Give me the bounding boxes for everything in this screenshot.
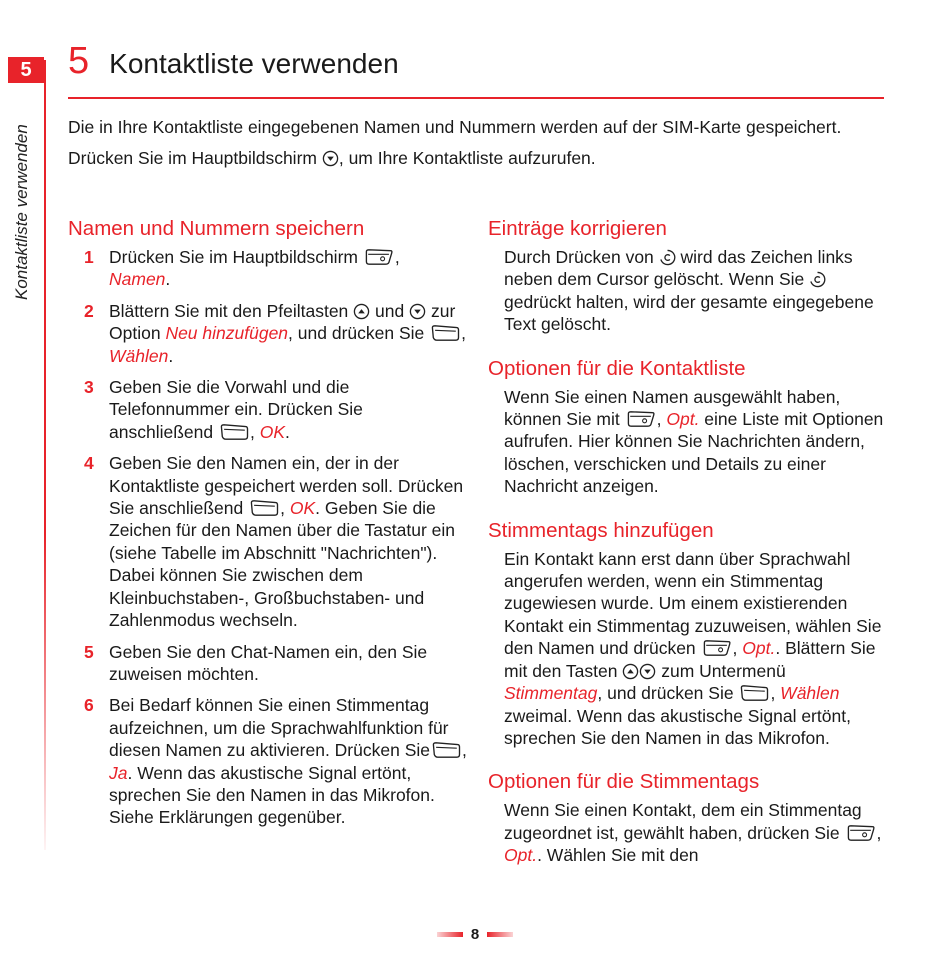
right-softkey-icon	[738, 684, 770, 702]
body-text: zum Untermenü	[656, 660, 786, 681]
chapter-number: 5	[68, 40, 90, 82]
section-contact-options	[488, 356, 888, 498]
step-text: Geben Sie den Chat-Namen ein, den Sie zuweisen möchten.	[109, 641, 428, 684]
clear-c-key-icon	[659, 249, 676, 266]
right-softkey-icon	[430, 741, 462, 759]
step-text: Drücken Sie im Hauptbildschirm	[109, 247, 363, 267]
menu-option: Ja	[109, 762, 128, 783]
right-softkey-icon	[429, 324, 461, 342]
left-column	[68, 216, 468, 849]
body-text: ,	[876, 822, 882, 843]
body-text: . Wählen Sie mit den	[537, 845, 699, 866]
intro-text-b: , um Ihre Kontaktliste aufzurufen.	[338, 148, 596, 168]
body-text: Durch Drücken von	[504, 247, 659, 267]
step-text: Blättern Sie mit den Pfeiltasten	[109, 300, 354, 321]
section-voice-tag-options	[488, 769, 888, 866]
menu-option: Neu hinzufügen	[165, 323, 289, 344]
left-softkey-icon	[625, 410, 657, 428]
body-text: zweimal. Wenn das akustische Signal ertönt, sprechen Sie den Namen in das Mikrofon.	[504, 705, 851, 748]
section-heading: Stimmentags hinzufügen	[488, 518, 714, 542]
footer-decor-right	[487, 932, 513, 937]
section-body	[504, 548, 888, 750]
section-add-voice-tags	[488, 518, 888, 750]
down-arrow-key-icon	[409, 303, 426, 320]
step-text: . Wenn das akustische Signal ertönt, sprechen Sie den Namen in das Mikrofon. Siehe Erklärungen gegenüber.	[109, 762, 435, 828]
step-number: 3	[84, 377, 94, 398]
page-number: 8	[470, 926, 480, 943]
body-text: ,	[656, 409, 667, 430]
sidebar-vertical-title: Kontaktliste verwenden	[12, 124, 31, 300]
up-arrow-key-icon	[622, 663, 639, 680]
steps-list	[68, 246, 468, 829]
step-text: . Geben Sie die Zeichen für den Namen über die Tastatur ein (siehe Tabelle im Abschnitt "Nachrichten"). Dabei können Sie zwischen dem Kleinbuchstaben-, Großbuchstaben- und Zahlenmodus wechseln.	[109, 498, 455, 631]
step-text: ,	[394, 247, 400, 267]
page-title: Kontaktliste verwenden	[109, 48, 399, 79]
section-heading: Einträge korrigieren	[488, 217, 667, 240]
down-arrow-key-icon	[639, 663, 656, 680]
step-text: ,	[280, 498, 290, 519]
menu-option: Wählen	[109, 345, 169, 366]
right-softkey-icon	[248, 499, 280, 517]
menu-option: OK	[259, 421, 285, 442]
body-text: wird das Zeichen links neben dem Cursor gelöscht. Wenn Sie	[504, 247, 853, 290]
section-heading: Namen und Nummern speichern	[68, 217, 365, 240]
list-item	[68, 694, 468, 828]
menu-option: Namen	[109, 269, 166, 290]
step-number: 5	[84, 641, 94, 662]
right-column	[488, 216, 888, 887]
section-save-names	[68, 216, 468, 829]
list-item	[68, 452, 468, 631]
left-softkey-icon	[363, 248, 395, 266]
list-item	[68, 300, 468, 367]
menu-option: Opt.	[504, 845, 538, 866]
body-text: ,	[770, 683, 781, 704]
step-number: 4	[84, 453, 94, 474]
step-text: , und drücken Sie	[288, 323, 430, 344]
body-text: Wenn Sie einen Kontakt, dem ein Stimmentag zugeordnet ist, gewählt haben, drücken Sie	[504, 800, 862, 843]
intro-text-a: Drücken Sie im Hauptbildschirm	[68, 148, 322, 168]
step-text: ,	[462, 740, 467, 761]
section-body	[504, 386, 888, 498]
section-heading: Optionen für die Stimmentags	[488, 770, 760, 794]
section-heading: Optionen für die Kontaktliste	[488, 356, 746, 380]
intro-paragraph-2	[68, 147, 868, 169]
chapter-badge: 5	[8, 57, 44, 83]
intro	[68, 116, 868, 178]
step-text: ,	[461, 323, 466, 344]
menu-option: Stimmentag	[504, 683, 598, 704]
list-item	[68, 376, 468, 443]
left-softkey-icon	[701, 639, 733, 657]
step-text: .	[168, 345, 174, 366]
menu-option: Opt.	[666, 409, 700, 430]
body-text: Ein Kontakt kann erst dann über Sprachwahl angerufen werden, wenn ein Stimmentag zugewiesen wurde. Um einem existierenden Kontakt ein Stimmentag zuzuweisen, wählen Sie den Namen und drücken	[504, 548, 882, 659]
intro-paragraph-1: Die in Ihre Kontaktliste eingegebenen Namen und Nummern werden auf der SIM-Karte gespeichert.	[68, 117, 842, 137]
body-text: , und drücken Sie	[597, 683, 739, 704]
body-text: eine Liste mit Optionen aufrufen. Hier können Sie Nachrichten ändern, löschen, verschicken und Details zu einer Nachricht anzeigen.	[504, 409, 884, 497]
step-number: 2	[84, 300, 94, 321]
list-item	[68, 641, 468, 686]
step-text: und	[370, 300, 410, 321]
list-item	[68, 246, 468, 291]
body-text: gedrückt halten, wird der gesamte eingegebene Text gelöscht.	[504, 291, 874, 335]
footer-decor-left	[437, 932, 463, 937]
clear-c-key-icon	[809, 271, 826, 288]
page-heading	[68, 40, 399, 83]
step-text: Bei Bedarf können Sie einen Stimmentag aufzeichnen, um die Sprachwahlfunktion für diesen Namen zu aktivieren. Drücken Sie	[109, 695, 449, 761]
step-text: zur Option	[109, 300, 456, 344]
body-text: . Blättern Sie mit den Tasten	[504, 638, 876, 681]
section-correct-entries	[488, 216, 888, 336]
step-number: 1	[84, 247, 94, 267]
body-text: ,	[732, 638, 743, 659]
right-softkey-icon	[218, 423, 250, 441]
menu-option: Opt.	[742, 638, 776, 659]
down-arrow-key-icon	[322, 150, 339, 167]
step-text: ,	[249, 421, 260, 442]
menu-option: Wählen	[780, 683, 840, 704]
left-softkey-icon	[845, 824, 877, 842]
menu-option: OK	[289, 498, 316, 519]
body-text: Wenn Sie einen Namen ausgewählt haben, können Sie mit	[504, 386, 841, 430]
up-arrow-key-icon	[353, 303, 370, 320]
step-text: .	[165, 269, 171, 290]
heading-rule	[68, 97, 884, 99]
section-body	[504, 799, 888, 866]
step-text: Geben Sie den Namen ein, der in der Kontaktliste gespeichert werden soll. Drücken Sie anschließend	[109, 453, 464, 519]
section-body	[504, 246, 888, 336]
sidebar-accent-line	[44, 60, 46, 850]
page-footer	[0, 926, 950, 943]
step-number: 6	[84, 695, 94, 716]
step-text: .	[285, 421, 290, 442]
step-text: Geben Sie die Vorwahl und die Telefonnummer ein. Drücken Sie anschließend	[109, 377, 363, 442]
